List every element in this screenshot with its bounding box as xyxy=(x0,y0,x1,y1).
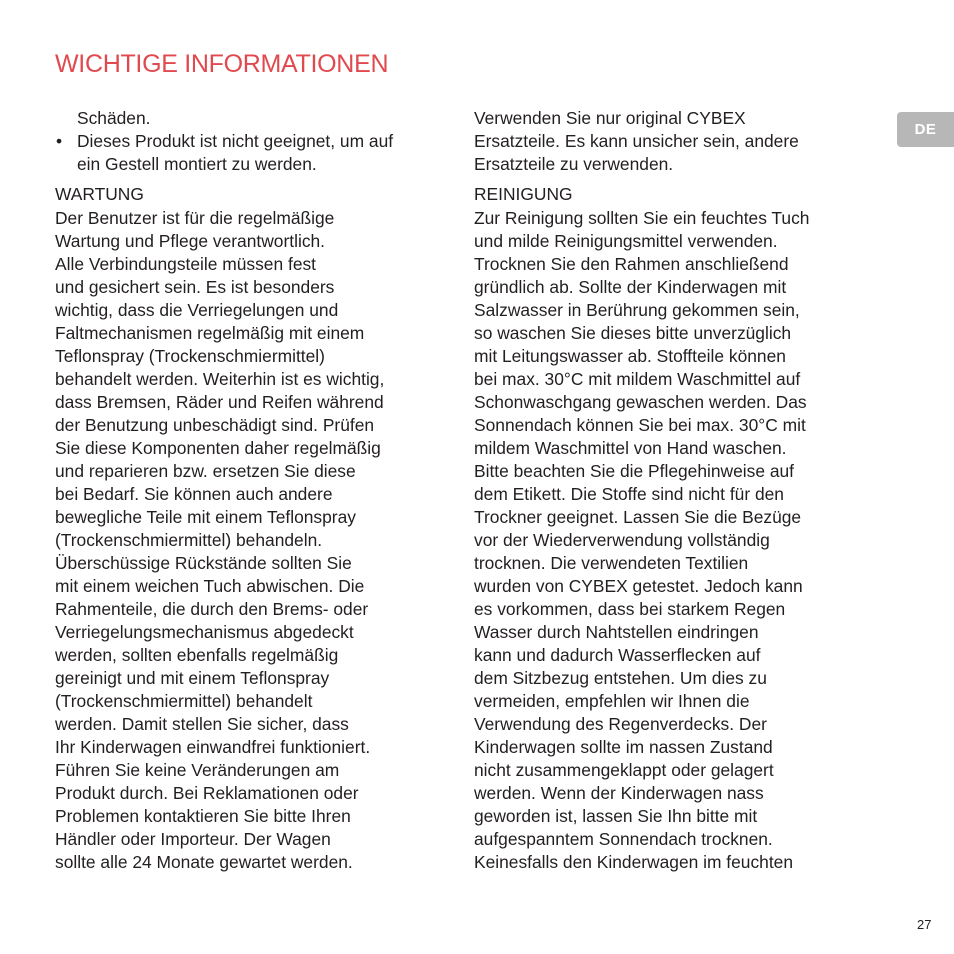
text-line: nicht zusammengeklappt oder gelagert xyxy=(474,760,774,780)
reinigung-paragraph xyxy=(474,207,869,874)
text-line: Verwendung des Regenverdecks. Der xyxy=(474,714,767,734)
text-line: vermeiden, empfehlen wir Ihnen die xyxy=(474,691,750,711)
language-badge: DE xyxy=(897,112,954,147)
text-line: Salzwasser in Berührung gekommen sein, xyxy=(474,300,800,320)
text-line: und gesichert sein. Es ist besonders xyxy=(55,277,335,297)
text-line: und reparieren bzw. ersetzen Sie diese xyxy=(55,461,356,481)
text-line: Trocknen Sie den Rahmen anschließend xyxy=(474,254,789,274)
text-line: Keinesfalls den Kinderwagen im feuchten xyxy=(474,852,794,872)
text-line: dass Bremsen, Räder und Reifen während xyxy=(55,392,384,412)
text-line: Ihr Kinderwagen einwandfrei funktioniert. xyxy=(55,737,371,757)
wartung-paragraph xyxy=(55,207,450,874)
intro-continuation: Schäden. xyxy=(77,108,151,128)
text-line: Wasser durch Nahtstellen eindringen xyxy=(474,622,759,642)
text-line: Teflonspray (Trockenschmiermittel) xyxy=(55,346,325,366)
text-line: behandelt werden. Weiterhin ist es wichtig, xyxy=(55,369,385,389)
section-heading-reinigung: REINIGUNG xyxy=(474,184,573,204)
bullet-line: Dieses Produkt ist nicht geeignet, um auf xyxy=(77,131,394,151)
text-line: wurden von CYBEX getestet. Jedoch kann xyxy=(474,576,803,596)
left-column xyxy=(55,107,450,874)
text-line: Bitte beachten Sie die Pflegehinweise auf xyxy=(474,461,795,481)
text-line: Überschüssige Rückstände sollten Sie xyxy=(55,553,352,573)
text-line: Schonwaschgang gewaschen werden. Das xyxy=(474,392,807,412)
text-line: (Trockenschmiermittel) behandeln. xyxy=(55,530,323,550)
text-line: Verriegelungsmechanismus abgedeckt xyxy=(55,622,354,642)
text-line: bei Bedarf. Sie können auch andere xyxy=(55,484,333,504)
section-heading-wartung: WARTUNG xyxy=(55,184,144,204)
text-line: mildem Waschmittel von Hand waschen. xyxy=(474,438,787,458)
text-line: Kinderwagen sollte im nassen Zustand xyxy=(474,737,773,757)
text-line: bewegliche Teile mit einem Teflonspray xyxy=(55,507,356,527)
text-line: bei max. 30°C mit mildem Waschmittel auf xyxy=(474,369,801,389)
text-line: trocknen. Die verwendeten Textilien xyxy=(474,553,749,573)
page-number: 27 xyxy=(917,917,932,932)
page-title: WICHTIGE INFORMATIONEN xyxy=(55,50,389,78)
text-line: werden, sollten ebenfalls regelmäßig xyxy=(55,645,339,665)
text-line: Problemen kontaktieren Sie bitte Ihren xyxy=(55,806,351,826)
bullet-line: ein Gestell montiert zu werden. xyxy=(77,154,317,174)
text-line: Produkt durch. Bei Reklamationen oder xyxy=(55,783,359,803)
text-line: Wartung und Pflege verantwortlich. xyxy=(55,231,326,251)
text-line: Trockner geeignet. Lassen Sie die Bezüge xyxy=(474,507,802,527)
text-line: Alle Verbindungsteile müssen fest xyxy=(55,254,317,274)
text-line: Faltmechanismen regelmäßig mit einem xyxy=(55,323,365,343)
text-line: dem Sitzbezug entstehen. Um dies zu xyxy=(474,668,767,688)
text-line: (Trockenschmiermittel) behandelt xyxy=(55,691,313,711)
bullet-item xyxy=(55,130,450,176)
text-line: Sie diese Komponenten daher regelmäßig xyxy=(55,438,381,458)
text-line: und milde Reinigungsmittel verwenden. xyxy=(474,231,778,251)
text-line: Zur Reinigung sollten Sie ein feuchtes Tuch xyxy=(474,208,810,228)
text-line: sollte alle 24 Monate gewartet werden. xyxy=(55,852,353,872)
right-column xyxy=(474,107,869,874)
text-line: der Benutzung unbeschädigt sind. Prüfen xyxy=(55,415,375,435)
text-line: gründlich ab. Sollte der Kinderwagen mit xyxy=(474,277,787,297)
text-line: Ersatzteile. Es kann unsicher sein, andere xyxy=(474,131,799,151)
text-line: dem Etikett. Die Stoffe sind nicht für den xyxy=(474,484,784,504)
text-line: Rahmenteile, die durch den Brems- oder xyxy=(55,599,369,619)
text-line: werden. Damit stellen Sie sicher, dass xyxy=(55,714,349,734)
text-line: Der Benutzer ist für die regelmäßige xyxy=(55,208,335,228)
spare-parts-paragraph xyxy=(474,107,869,176)
text-line: vor der Wiederverwendung vollständig xyxy=(474,530,770,550)
text-line: Führen Sie keine Veränderungen am xyxy=(55,760,340,780)
text-line: wichtig, dass die Verriegelungen und xyxy=(55,300,339,320)
text-line: Ersatzteile zu verwenden. xyxy=(474,154,674,174)
bullet-dot: • xyxy=(56,131,63,151)
text-line: geworden ist, lassen Sie Ihn bitte mit xyxy=(474,806,758,826)
text-line: gereinigt und mit einem Teflonspray xyxy=(55,668,330,688)
text-line: Händler oder Importeur. Der Wagen xyxy=(55,829,331,849)
text-line: es vorkommen, dass bei starkem Regen xyxy=(474,599,786,619)
text-line: mit einem weichen Tuch abwischen. Die xyxy=(55,576,365,596)
text-line: mit Leitungswasser ab. Stoffteile können xyxy=(474,346,786,366)
text-line: aufgespanntem Sonnendach trocknen. xyxy=(474,829,773,849)
text-line: werden. Wenn der Kinderwagen nass xyxy=(474,783,764,803)
text-line: Verwenden Sie nur original CYBEX xyxy=(474,108,746,128)
text-line: kann und dadurch Wasserflecken auf xyxy=(474,645,761,665)
text-line: Sonnendach können Sie bei max. 30°C mit xyxy=(474,415,806,435)
text-line: so waschen Sie dieses bitte unverzüglich xyxy=(474,323,792,343)
